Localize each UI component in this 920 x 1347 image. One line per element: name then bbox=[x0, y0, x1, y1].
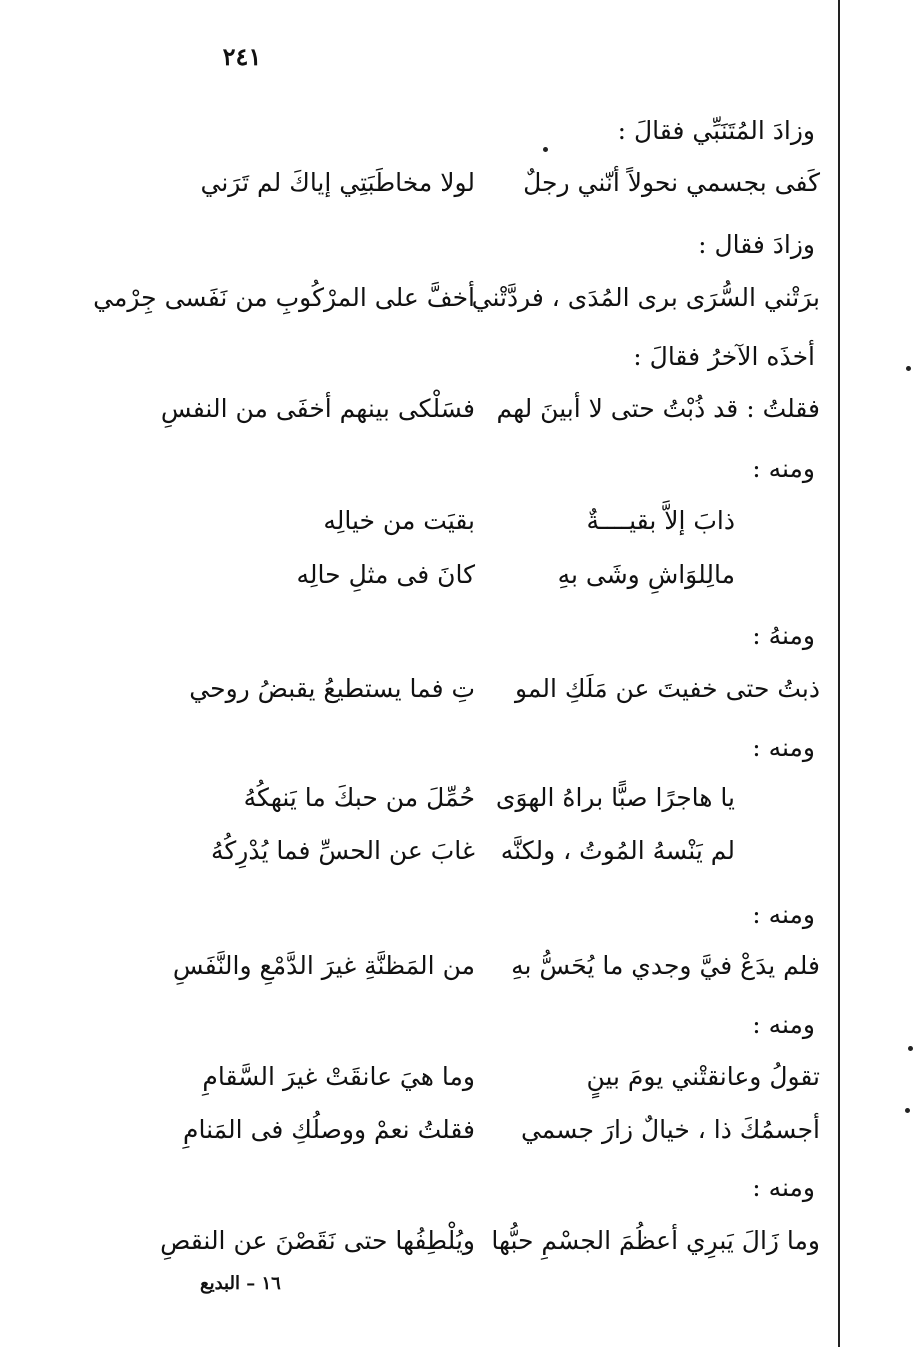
verse-second-hemistich: وما هيَ عانقَتْ غيرَ السَّقامِ bbox=[202, 1062, 475, 1091]
ink-speck bbox=[906, 366, 911, 371]
verse-first-hemistich: أجسمُكَ ذا ، خيالٌ زارَ جسمي bbox=[520, 1115, 820, 1144]
ink-speck bbox=[543, 147, 548, 152]
verse-second-hemistich: كانَ فى مثلِ حالِه bbox=[296, 560, 475, 589]
verse-second-hemistich: فقلتُ نعمْ ووصلُكِ فى المَنامِ bbox=[182, 1115, 475, 1144]
section-intro: أخذَه الآخرُ فقالَ : bbox=[633, 342, 815, 371]
verse-second-hemistich: أخفَّ على المرْكُوبِ من نَفَسى جِرْمي bbox=[93, 283, 475, 312]
section-intro: ومنه : bbox=[752, 900, 815, 929]
section-intro: وزادَ المُتَنَبِّي فقالَ : bbox=[617, 116, 815, 145]
margin-rule bbox=[838, 0, 840, 1347]
verse-second-hemistich: من المَظنَّةِ غيرَ الدَّمْعِ والنَّفَسِ bbox=[172, 951, 475, 980]
verse-second-hemistich: ويُلْطِفُها حتى نَقَصْنَ عن النقصِ bbox=[160, 1226, 475, 1255]
verse-second-hemistich: غابَ عن الحسِّ فما يُدْرِكُهُ bbox=[210, 836, 475, 865]
ink-speck bbox=[908, 1046, 913, 1051]
verse-first-hemistich: وما زَالَ يَبرِي أعظُمَ الجسْمِ حبُّها bbox=[491, 1226, 820, 1255]
ink-speck bbox=[905, 1108, 910, 1113]
section-intro: ومنه : bbox=[752, 1010, 815, 1039]
verse-second-hemistich: فسَلْكى بينهم أخفَى من النفسِ bbox=[160, 394, 475, 423]
page-footer: ١٦ – البديع bbox=[200, 1273, 281, 1294]
verse-first-hemistich: ذابَ إلاَّ بقيــــةٌ bbox=[586, 506, 735, 535]
page-number: ٢٤١ bbox=[222, 42, 262, 71]
verse-first-hemistich: تقولُ وعانقتْني يومَ بينٍ bbox=[586, 1062, 820, 1091]
verse-first-hemistich: يا هاجرًا صبًّا براهُ الهوَى bbox=[495, 783, 735, 812]
verse-first-hemistich: فقلتُ : قد ذُبْتُ حتى لا أبينَ لهم bbox=[496, 394, 820, 423]
verse-second-hemistich: حُمِّلَ من حبكَ ما يَنهكُهُ bbox=[243, 783, 475, 812]
verse-second-hemistich: لولا مخاطَبَتِي إياكَ لم تَرَني bbox=[200, 168, 475, 197]
verse-second-hemistich: تِ فما يستطيعُ يقبضُ روحي bbox=[189, 674, 475, 703]
verse-second-hemistich: بقيَت من خيالِه bbox=[323, 506, 475, 535]
verse-first-hemistich: ذبتُ حتى خفيتَ عن مَلَكِ المو bbox=[514, 674, 820, 703]
verse-first-hemistich: مالِلوَاشِ وشَى بهِ bbox=[557, 560, 735, 589]
section-intro: ومنه : bbox=[752, 733, 815, 762]
verse-first-hemistich: كَفى بجسمي نحولاً أنّني رجلٌ bbox=[523, 168, 820, 197]
verse-first-hemistich: فلم يدَعْ فيَّ وجدي ما يُحَسُّ بهِ bbox=[511, 951, 820, 980]
section-intro: ومنهُ : bbox=[752, 621, 815, 650]
section-intro: ومنه : bbox=[752, 1173, 815, 1202]
section-intro: وزادَ فقال : bbox=[698, 230, 815, 259]
section-intro: ومنه : bbox=[752, 454, 815, 483]
verse-first-hemistich: لم يَنْسهُ المُوتُ ، ولكنَّه bbox=[500, 836, 735, 865]
verse-first-hemistich: برَتْني السُّرَى برى المُدَى ، فردَّتْني bbox=[471, 283, 820, 312]
